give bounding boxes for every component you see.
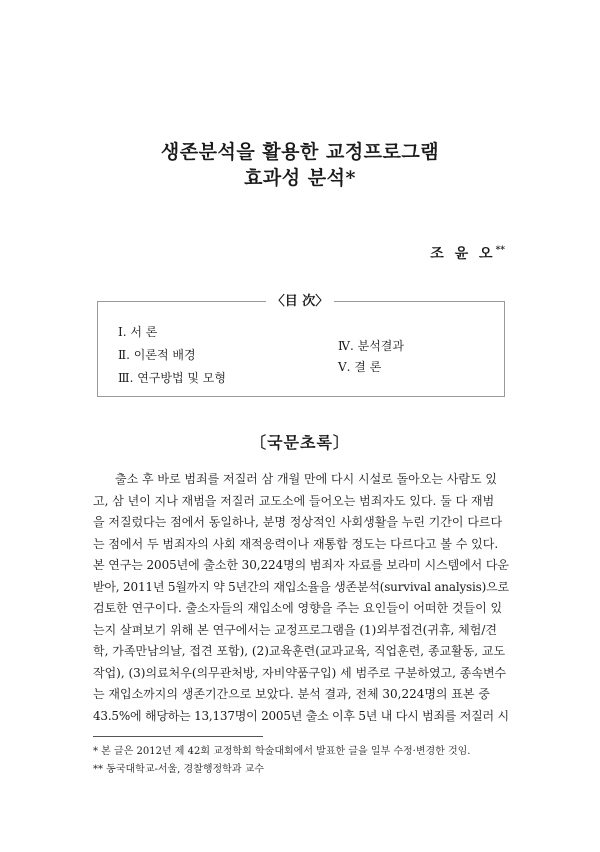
abstract-line-11: 는 재입소까지의 생존기간으로 보았다. 분석 결과, 전체 30,224명의 표본 중 bbox=[93, 687, 490, 701]
abstract-line-4: 는 점에서 두 범죄자의 사회 재적응력이나 재통합 정도는 다르다고 볼 수 있다. bbox=[93, 536, 499, 551]
toc-item-1: Ⅰ. 서 론 bbox=[118, 325, 158, 339]
abstract-line-2: 고, 삼 년이 지나 재범을 저질러 교도소에 들어오는 범죄자도 있다. 둘 다 재범 bbox=[93, 493, 495, 508]
toc-item-3: Ⅲ. 연구방법 및 모형 bbox=[118, 371, 226, 385]
abstract-line-10: 작업), (3)의료처우(의무관처방, 자비약품구입) 세 범주로 구분하였고, 종속변수 bbox=[93, 665, 507, 680]
abstract-line-8: 는지 살펴보기 위해 본 연구에서는 교정프로그램을 (1)외부접견(귀휴, 체험/견 bbox=[93, 622, 498, 637]
abstract-line-1: 출소 후 바로 범죄를 저질러 삼 개월 만에 다시 시설로 돌아오는 사람도 있 bbox=[115, 472, 497, 486]
author-footnote-mark: ** bbox=[495, 245, 505, 256]
toc-item-5: Ⅴ. 결 론 bbox=[338, 360, 382, 374]
toc-heading bbox=[0, 290, 600, 309]
toc-heading-text: 〈目 次〉 bbox=[266, 294, 335, 309]
paper-title-line2: 효과성 분석* bbox=[244, 167, 356, 189]
abstract-line-12: 43.5%에 해당하는 13,137명이 2005년 출소 이후 5년 내 다시 범죄를 저질러 시 bbox=[93, 708, 509, 723]
abstract-line-7: 검토한 연구이다. 출소자들의 재입소에 영향을 주는 요인들이 어떠한 것들이 있 bbox=[93, 601, 503, 615]
paper-title-line1: 생존분석을 활용한 교정프로그램 bbox=[160, 141, 440, 163]
abstract-line-9: 학, 가족만남의날, 접견 포함), (2)교육훈련(교과교육, 직업훈련, 종교활동, 교도 bbox=[93, 644, 506, 658]
abstract-line-6: 받아, 2011년 5월까지 약 5년간의 재입소율을 생존분석(survival analysis)으로 bbox=[93, 579, 509, 594]
footnote-divider bbox=[93, 736, 263, 737]
author-name-text: 조 윤 오 bbox=[430, 246, 496, 262]
toc-item-2: Ⅱ. 이론적 배경 bbox=[118, 348, 196, 362]
footnote-1: * 본 글은 2012년 제 42회 교정학회 학술대회에서 발표한 글을 일부 수정·변경한 것임. bbox=[93, 746, 471, 757]
abstract-heading: 〔국문초록〕 bbox=[250, 433, 350, 452]
author-name bbox=[430, 243, 505, 263]
abstract-line-5: 본 연구는 2005년에 출소한 30,224명의 범죄자 자료를 보라미 시스템에서 다운 bbox=[93, 558, 509, 572]
toc-item-4: Ⅳ. 분석결과 bbox=[338, 339, 404, 353]
abstract-line-3: 을 저질렀다는 점에서 동일하나, 분명 정상적인 사회생활을 누린 기간이 다르다 bbox=[93, 515, 503, 529]
footnote-2: ** 동국대학교-서울, 경찰행정학과 교수 bbox=[93, 764, 264, 775]
